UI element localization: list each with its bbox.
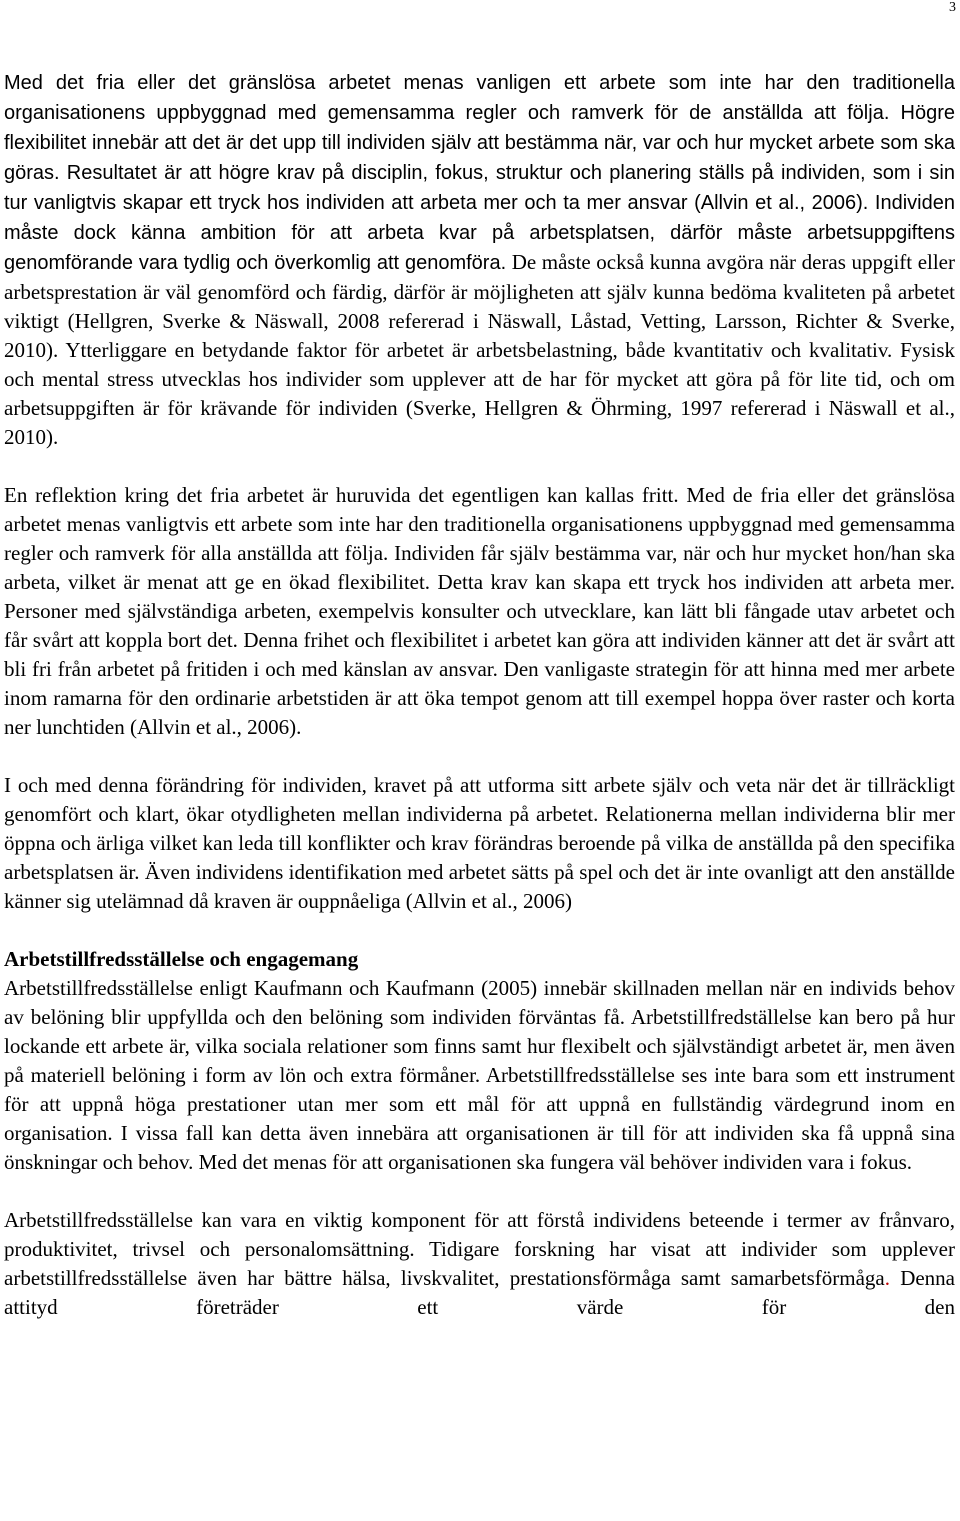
paragraph-5-text: Arbetstillfredsställelse kan vara en viktig komponent för att förstå individens beteende i termer av frånvaro, produktivitet, trivsel och personalomsättning. Tidigare forskning har visat att individer som upplever arbetstillfredsställelse även har bättre hälsa, livskvalitet, prestationsförmåga samt samarbetsförmåga: [4, 1208, 955, 1290]
paragraph-2: En reflektion kring det fria arbetet är huruvida det egentligen kan kallas fritt. Med de fria eller det gränslösa arbetet menas vanligtvis ett arbete som inte har den traditionella organisationens uppbyggnad med gemensamma regler och ramverk för alla anställda att följa. Individen får själv bestämma var, när och hur mycket hon/han ska arbeta, vilket är menat att ge en ökad flexibilitet. Detta krav kan skapa ett tryck hos individen att arbeta mer. Personer med självständiga arbeten, exempelvis konsulter och utvecklare, kan lätt bli fångade utav arbetet och får svårt att koppla bort det. Denna frihet och flexibilitet i arbetet kan göra att individen känner att det är svårt att bli fri från arbetet på fritiden i och med känslan av ansvar. Den vanligaste strategin för att hinna med mer arbete inom ramarna för den ordinarie arbetstiden är att öka tempot genom att till exempel hoppa över raster och korta ner lunchtiden (Allvin et al., 2006).: [4, 483, 955, 739]
paragraph-4: Arbetstillfredsställelse enligt Kaufmann och Kaufmann (2005) innebär skillnaden mellan när en individs behov av belöning blir uppfyllda och den belöning som individen förväntas få. Arbetstillfredställelse kan bero på hur lockande ett arbete är, vilka sociala relationer som finns samt hur flexibelt och självständigt arbetet är, men även på materiell belöning i form av lön och extra förmåner. Arbetstillfredsställelse ses inte bara som ett instrument för att uppnå höga prestationer utan mer som ett mål för att uppnå en fullständig värdegrund inom en organisation. I vissa fall kan detta även innebära att organisationen är till för att individen ska få uppnå sina önskningar och behov. Med det menas för att organisationen ska fungera väl behöver individen vara i fokus.: [4, 976, 955, 1174]
paragraph-1: [4, 68, 955, 452]
paragraph-1-serif-part: De måste också kunna avgöra när deras uppgift eller arbetsprestation är väl genomförd och färdig, därför är möjligheten att själv kunna bedöma kvaliteten på arbetet viktigt (Hellgren, Sverke & Näswall, 2008 refererad i Näswall, Låstad, Vetting, Larsson, Richter & Sverke, 2010). Ytterliggare en betydande faktor för arbetet är arbetsbelastning, både kvantitativ och kvalitativ. Fysisk och mental stress utvecklas hos individer som upplever att de har för mycket att göra på för lite tid, och om arbetsuppgiften är för krävande för individen (Sverke, Hellgren & Öhrming, 1997 refererad i Näswall et al., 2010).: [4, 250, 956, 449]
page-number: 3: [949, 0, 956, 15]
red-period: .: [884, 1266, 890, 1290]
paragraph-3: I och med denna förändring för individen, kravet på att utforma sitt arbete själv och veta när det är tillräckligt genomfört och klart, ökar otydligheten mellan individerna på arbetet. Relationerna mellan individerna blir mer öppna och ärliga vilket kan leda till konflikter och krav förändras beroende på vilka de anställda på den specifika arbetsplatsen är. Även individens identifikation med arbetet sätts på spel och det är inte ovanligt att den anställde känner sig utelämnad då kraven är ouppnåeliga (Allvin et al., 2006): [4, 773, 955, 913]
paragraph-1-sans-part-a: Med det fria eller det gränslösa arbetet menas vanligen ett arbete som inte har den traditionella organisationens uppbyggnad med gemensamma regler och ramverk för de anställda att följa. Högre flexibilitet innebär att det är det upp till individen själv att bestämma när, var och hur mycket arbete som ska göras. Resultatet är att högre krav på disciplin, fokus, struktur och planering ställs på individen, som i sin tur vanligtvis skapar ett tryck hos individen att arbeta mer och ta mer ansvar (Allvin et al., 2006).: [4, 72, 955, 214]
section-heading: Arbetstillfredsställelse och engagemang: [4, 947, 359, 971]
paragraph-1-sans-part-b: Individen måste dock känna ambition för att arbeta kvar på arbetsplatsen, därför måste arbetsuppgiftens genomförande vara tydlig och överkomlig att genomföra.: [4, 192, 955, 274]
paragraph-5-tail: Denna attityd företräder ett värde för den: [4, 1266, 956, 1319]
paragraph-5: [4, 1206, 955, 1322]
document-body: [4, 68, 955, 1322]
